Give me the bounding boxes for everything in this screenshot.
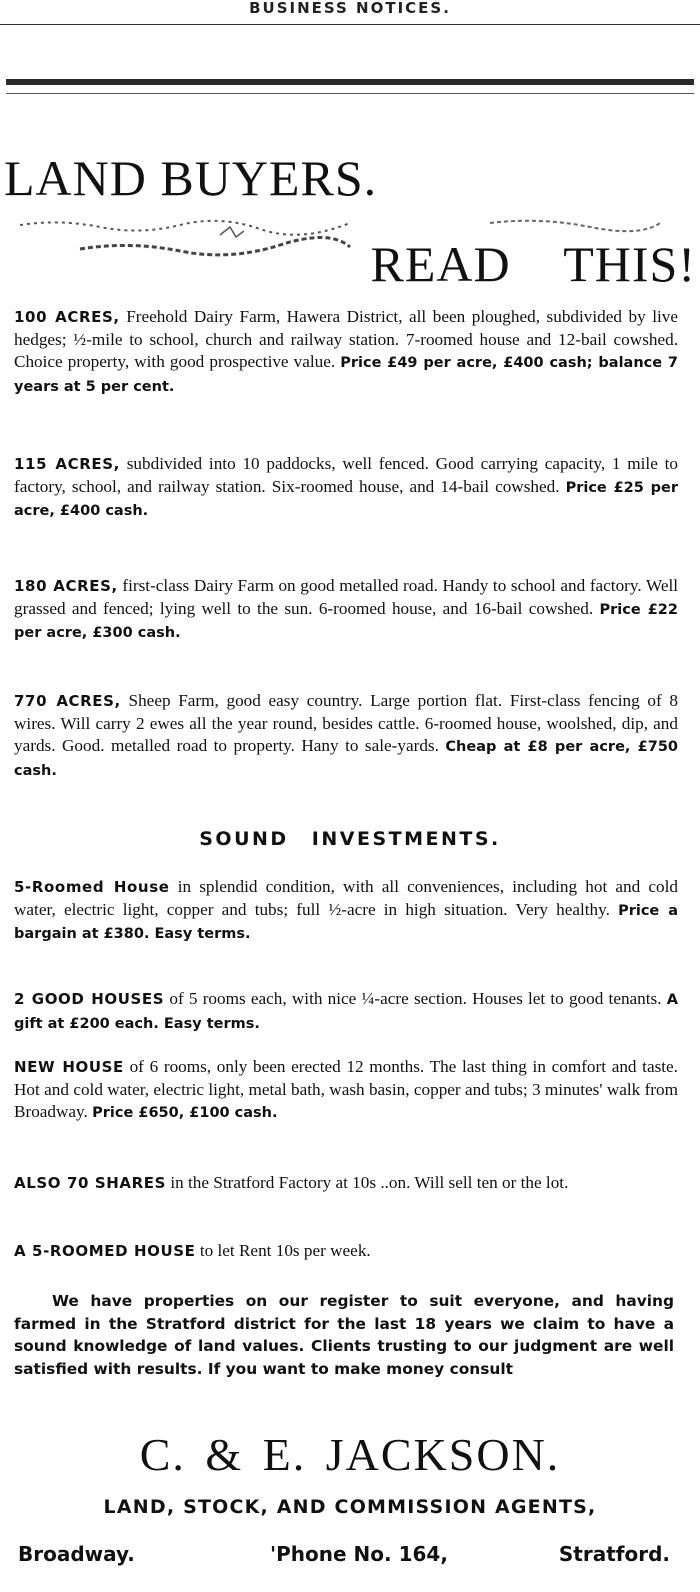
listing-text: of 6 rooms, only been erected 12 months. The last thing in comfort and taste. Hot and cold water, electric light, metal bath, wash basin, copper and tubs; 3 minutes' walk from Broadway. <box>14 1057 678 1121</box>
listing-lead: 5-Roomed House <box>14 878 170 896</box>
firm-name: C. & E. JACKSON. <box>139 1429 561 1480</box>
listing-text: Sheep Farm, good easy country. Large portion flat. First-class fencing of 8 wires. Will carry 2 ewes all the year round, besides cattle. 6-roomed house, woolshed, dip, and yards. Good. metalled road to property. Hany to sale-yards. <box>14 691 678 755</box>
headline-land-buyers: LAND BUYERS. <box>4 150 378 206</box>
firm-description: LAND, STOCK, AND COMMISSION AGENTS, <box>103 1496 597 1518</box>
listing-lead: 180 ACRES, <box>14 577 118 595</box>
footer-town: Stratford. <box>558 1542 670 1566</box>
sound-investments-heading: SOUND INVESTMENTS. <box>199 828 501 850</box>
investment-2-good-houses <box>14 988 678 1035</box>
listing-price: Cheap at £8 per acre, £750 cash. <box>14 739 678 779</box>
listing-text: in the Stratford Factory at 10s ..on. Will sell ten or the lot. <box>166 1173 569 1192</box>
listing-lead: 770 ACRES, <box>14 692 121 710</box>
section-title: BUSINESS NOTICES. <box>249 0 451 17</box>
heavy-divider <box>6 79 694 85</box>
listing-text: in splendid condition, with all conveniences, including hot and cold water, electric light, copper and tubs; full ½-acre in high situation. Very healthy. <box>14 877 679 919</box>
investment-5-roomed-house <box>14 876 678 946</box>
footer-location: Broadway. <box>18 1542 135 1566</box>
listing-100-acres <box>14 306 678 398</box>
listing-price: Price £25 per acre, £400 cash. <box>14 479 679 519</box>
listing-price: A gift at £200 each. Easy terms. <box>14 992 678 1032</box>
headline-read-this: READ THIS! <box>370 236 696 292</box>
investment-70-shares <box>14 1172 678 1196</box>
listing-price: Price £22 per acre, £300 cash. <box>14 601 678 641</box>
top-divider <box>0 24 700 25</box>
listing-lead: 115 ACRES, <box>14 455 120 473</box>
listing-lead: 100 ACRES, <box>14 308 120 326</box>
listing-text: Freehold Dairy Farm, Hawera District, all been ploughed, subdivided by live hedges; ½-mile to school, church and railway station. 7-roomed house and 12-bail cowshed. Choice property, with good prospective value. <box>14 307 679 371</box>
listing-lead: ALSO 70 SHARES <box>14 1174 167 1192</box>
listing-text: of 5 rooms each, with nice ¼-acre section. Houses let to good tenants. <box>164 989 667 1008</box>
listing-text: subdivided into 10 paddocks, well fenced. Good carrying capacity, 1 mile to factory, school, and railway station. Six-roomed house, and 14-bail cowshed. <box>14 454 678 496</box>
listing-lead: 2 GOOD HOUSES <box>14 990 165 1008</box>
listing-180-acres <box>14 575 678 645</box>
listing-price: Price £49 per acre, £400 cash; balance 7 years at 5 per cent. <box>14 355 678 395</box>
listing-price: Price £650, £100 cash. <box>92 1105 278 1121</box>
closing-paragraph: We have properties on our register to suit everyone, and having farmed in the Stratford district for the last 18 years we claim to have a sound knowledge of land values. Clients trusting to our judgment are well satisfied with results. If you want to make money consult <box>14 1292 674 1378</box>
listing-price: Price a bargain at £380. Easy terms. <box>14 902 678 942</box>
footer-phone: 'Phone No. 164, <box>270 1542 448 1566</box>
listing-lead: NEW HOUSE <box>14 1058 124 1076</box>
listing-lead: A 5-ROOMED HOUSE <box>14 1242 196 1260</box>
listing-text: to let Rent 10s per week. <box>195 1241 371 1260</box>
listing-115-acres <box>14 453 678 523</box>
investment-house-to-let <box>14 1240 678 1264</box>
listing-text: first-class Dairy Farm on good metalled road. Handy to school and factory. Well grassed and fenced; lying well to the sun. 6-roomed house, and 16-bail cowshed. <box>14 576 678 618</box>
investment-new-house <box>14 1056 678 1125</box>
thin-divider <box>6 93 694 94</box>
listing-770-acres <box>14 690 678 782</box>
